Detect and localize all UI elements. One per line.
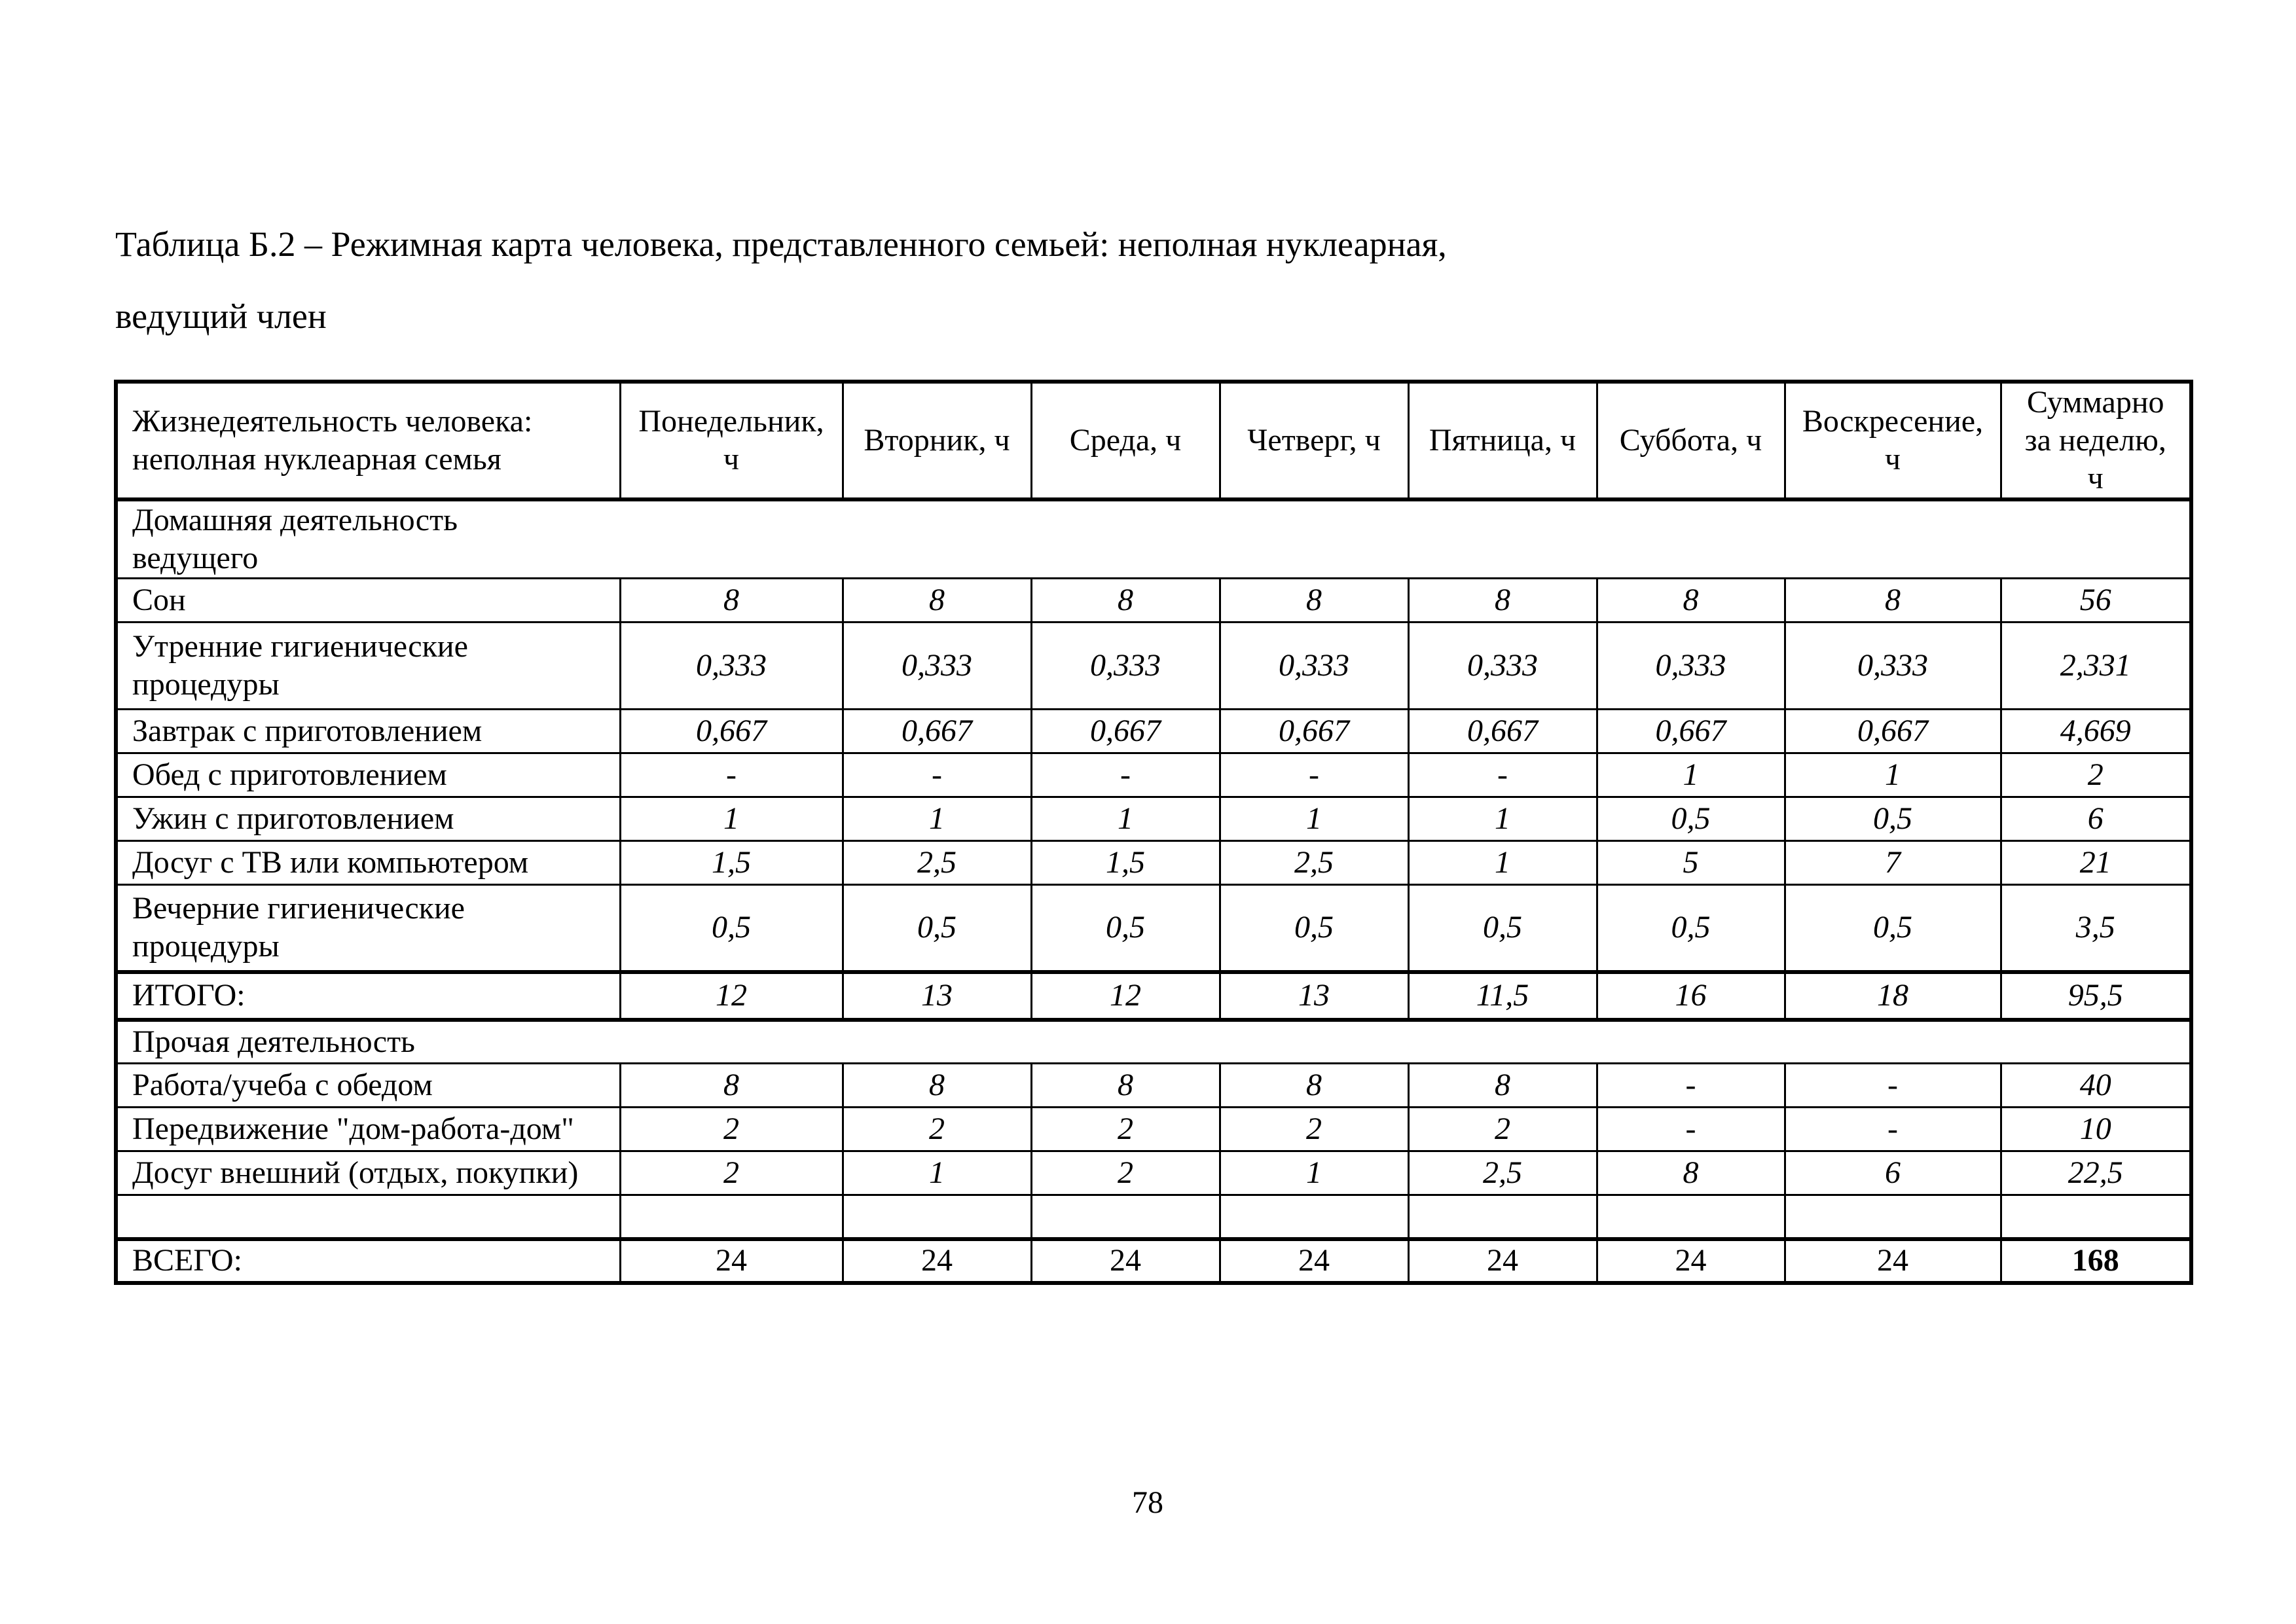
header-activity-line: неполная нуклеарная семья xyxy=(132,442,501,477)
cell-weekly-total: 56 xyxy=(2001,579,2191,623)
vsego-monday: 24 xyxy=(620,1239,843,1283)
cell-weekly-total: 40 xyxy=(2001,1064,2191,1108)
header-row xyxy=(116,382,2191,499)
table-row xyxy=(116,1151,2191,1195)
cell-sunday: 0,5 xyxy=(1785,885,2001,972)
table-row xyxy=(116,1108,2191,1151)
empty-cell xyxy=(843,1195,1031,1239)
cell-saturday: 5 xyxy=(1597,841,1785,885)
cell-friday: 2,5 xyxy=(1408,1151,1597,1195)
cell-wednesday: 8 xyxy=(1031,1064,1220,1108)
cell-thursday: 8 xyxy=(1220,579,1408,623)
cell-saturday: 0,5 xyxy=(1597,797,1785,841)
cell-tuesday: 0,5 xyxy=(843,885,1031,972)
cell-weekly-total: 2 xyxy=(2001,753,2191,797)
table-row xyxy=(116,797,2191,841)
table-row xyxy=(116,841,2191,885)
cell-thursday: 2 xyxy=(1220,1108,1408,1151)
row-label: Сон xyxy=(116,579,620,623)
cell-friday: - xyxy=(1408,753,1597,797)
section-row-home xyxy=(116,499,2191,579)
header-tuesday xyxy=(843,382,1031,499)
header-sunday xyxy=(1785,382,2001,499)
header-activity xyxy=(116,382,620,499)
vsego-friday: 24 xyxy=(1408,1239,1597,1283)
row-label: Передвижение "дом-работа-дом" xyxy=(116,1108,620,1151)
itogo-saturday: 16 xyxy=(1597,972,1785,1020)
cell-sunday: - xyxy=(1785,1108,2001,1151)
cell-saturday: 0,5 xyxy=(1597,885,1785,972)
cell-saturday: 1 xyxy=(1597,753,1785,797)
vsego-label: ВСЕГО: xyxy=(116,1239,620,1283)
cell-saturday: 8 xyxy=(1597,1151,1785,1195)
header-friday xyxy=(1408,382,1597,499)
cell-monday: 0,5 xyxy=(620,885,843,972)
header-day-line: Воскресение, xyxy=(1802,404,1984,439)
cell-friday: 0,5 xyxy=(1408,885,1597,972)
cell-weekly-total: 3,5 xyxy=(2001,885,2191,972)
cell-monday: 8 xyxy=(620,579,843,623)
itogo-friday: 11,5 xyxy=(1408,972,1597,1020)
itogo-sunday: 18 xyxy=(1785,972,2001,1020)
row-label-line: Вечерние гигиенические xyxy=(132,891,465,926)
row-label-line: процедуры xyxy=(132,929,280,964)
cell-saturday: 0,333 xyxy=(1597,623,1785,710)
section-home-label xyxy=(116,499,2191,579)
empty-cell xyxy=(1220,1195,1408,1239)
cell-wednesday: 1,5 xyxy=(1031,841,1220,885)
cell-tuesday: 1 xyxy=(843,1151,1031,1195)
header-total-line: Суммарно xyxy=(2026,385,2164,420)
cell-friday: 2 xyxy=(1408,1108,1597,1151)
vsego-wednesday: 24 xyxy=(1031,1239,1220,1283)
header-monday xyxy=(620,382,843,499)
section-home-line: Домашняя деятельность xyxy=(132,503,458,537)
cell-thursday: - xyxy=(1220,753,1408,797)
cell-saturday: - xyxy=(1597,1064,1785,1108)
vsego-weekly-total: 168 xyxy=(2001,1239,2191,1283)
cell-wednesday: 2 xyxy=(1031,1151,1220,1195)
header-day-line: ч xyxy=(723,442,740,477)
cell-monday: 2 xyxy=(620,1108,843,1151)
section-home-line: ведущего xyxy=(132,541,259,575)
row-label: Работа/учеба с обедом xyxy=(116,1064,620,1108)
cell-thursday: 2,5 xyxy=(1220,841,1408,885)
header-total-line: за неделю, xyxy=(2024,423,2166,458)
cell-tuesday: 0,333 xyxy=(843,623,1031,710)
cell-weekly-total: 10 xyxy=(2001,1108,2191,1151)
cell-thursday: 0,5 xyxy=(1220,885,1408,972)
cell-saturday: 0,667 xyxy=(1597,710,1785,753)
cell-sunday: - xyxy=(1785,1064,2001,1108)
row-label: Досуг с ТВ или компьютером xyxy=(116,841,620,885)
cell-sunday: 6 xyxy=(1785,1151,2001,1195)
empty-cell xyxy=(1597,1195,1785,1239)
header-weekly-total xyxy=(2001,382,2191,499)
cell-monday: 0,667 xyxy=(620,710,843,753)
table-row xyxy=(116,579,2191,623)
header-day-line: Суббота, ч xyxy=(1619,423,1762,458)
cell-weekly-total: 2,331 xyxy=(2001,623,2191,710)
row-label: Обед с приготовлением xyxy=(116,753,620,797)
table-row xyxy=(116,1064,2191,1108)
empty-cell xyxy=(1408,1195,1597,1239)
cell-wednesday: 8 xyxy=(1031,579,1220,623)
section-row-other xyxy=(116,1020,2191,1064)
cell-monday: 8 xyxy=(620,1064,843,1108)
section-other-label: Прочая деятельность xyxy=(116,1020,2191,1064)
cell-weekly-total: 6 xyxy=(2001,797,2191,841)
header-activity-line: Жизнедеятельность человека: xyxy=(132,404,533,439)
header-day-line: Понедельник, xyxy=(638,404,824,439)
empty-cell xyxy=(620,1195,843,1239)
cell-thursday: 0,667 xyxy=(1220,710,1408,753)
cell-wednesday: 0,333 xyxy=(1031,623,1220,710)
header-day-line: Вторник, ч xyxy=(864,423,1010,458)
cell-monday: 1,5 xyxy=(620,841,843,885)
itogo-wednesday: 12 xyxy=(1031,972,1220,1020)
page-number: 78 xyxy=(1132,1485,1163,1520)
cell-wednesday: 0,5 xyxy=(1031,885,1220,972)
cell-saturday: - xyxy=(1597,1108,1785,1151)
cell-thursday: 1 xyxy=(1220,797,1408,841)
itogo-tuesday: 13 xyxy=(843,972,1031,1020)
cell-monday: - xyxy=(620,753,843,797)
cell-thursday: 0,333 xyxy=(1220,623,1408,710)
cell-wednesday: 1 xyxy=(1031,797,1220,841)
cell-weekly-total: 21 xyxy=(2001,841,2191,885)
itogo-thursday: 13 xyxy=(1220,972,1408,1020)
cell-friday: 1 xyxy=(1408,797,1597,841)
row-label-line: Утренние гигиенические xyxy=(132,629,468,664)
cell-tuesday: - xyxy=(843,753,1031,797)
header-day-line: Среда, ч xyxy=(1069,423,1182,458)
cell-tuesday: 2,5 xyxy=(843,841,1031,885)
cell-tuesday: 2 xyxy=(843,1108,1031,1151)
cell-friday: 1 xyxy=(1408,841,1597,885)
cell-monday: 0,333 xyxy=(620,623,843,710)
cell-sunday: 1 xyxy=(1785,753,2001,797)
table-row xyxy=(116,623,2191,710)
cell-thursday: 8 xyxy=(1220,1064,1408,1108)
cell-weekly-total: 4,669 xyxy=(2001,710,2191,753)
row-label-line: процедуры xyxy=(132,667,280,702)
cell-tuesday: 0,667 xyxy=(843,710,1031,753)
cell-monday: 2 xyxy=(620,1151,843,1195)
table-row xyxy=(116,753,2191,797)
empty-cell xyxy=(1785,1195,2001,1239)
header-day-line: Четверг, ч xyxy=(1247,423,1381,458)
cell-tuesday: 1 xyxy=(843,797,1031,841)
cell-friday: 8 xyxy=(1408,579,1597,623)
row-label xyxy=(116,623,620,710)
cell-sunday: 0,5 xyxy=(1785,797,2001,841)
table-row xyxy=(116,710,2191,753)
itogo-row xyxy=(116,972,2191,1020)
cell-sunday: 0,667 xyxy=(1785,710,2001,753)
row-label: Ужин с приготовлением xyxy=(116,797,620,841)
empty-cell xyxy=(116,1195,620,1239)
cell-wednesday: 0,667 xyxy=(1031,710,1220,753)
cell-sunday: 0,333 xyxy=(1785,623,2001,710)
empty-row xyxy=(116,1195,2191,1239)
vsego-thursday: 24 xyxy=(1220,1239,1408,1283)
cell-tuesday: 8 xyxy=(843,579,1031,623)
header-saturday xyxy=(1597,382,1785,499)
itogo-monday: 12 xyxy=(620,972,843,1020)
header-day-line: Пятница, ч xyxy=(1429,423,1576,458)
row-label: Завтрак с приготовлением xyxy=(116,710,620,753)
itogo-label: ИТОГО: xyxy=(116,972,620,1020)
vsego-row xyxy=(116,1239,2191,1283)
cell-thursday: 1 xyxy=(1220,1151,1408,1195)
cell-tuesday: 8 xyxy=(843,1064,1031,1108)
cell-sunday: 8 xyxy=(1785,579,2001,623)
row-label xyxy=(116,885,620,972)
header-day-line: ч xyxy=(1884,442,1901,477)
schedule-table xyxy=(114,380,2193,1285)
vsego-tuesday: 24 xyxy=(843,1239,1031,1283)
cell-wednesday: - xyxy=(1031,753,1220,797)
cell-wednesday: 2 xyxy=(1031,1108,1220,1151)
cell-saturday: 8 xyxy=(1597,579,1785,623)
cell-weekly-total: 22,5 xyxy=(2001,1151,2191,1195)
vsego-saturday: 24 xyxy=(1597,1239,1785,1283)
empty-cell xyxy=(1031,1195,1220,1239)
cell-friday: 0,333 xyxy=(1408,623,1597,710)
cell-friday: 8 xyxy=(1408,1064,1597,1108)
table-row xyxy=(116,885,2191,972)
itogo-weekly-total: 95,5 xyxy=(2001,972,2191,1020)
header-total-line: ч xyxy=(2087,461,2104,496)
caption-line-2: ведущий член xyxy=(115,297,327,336)
header-thursday xyxy=(1220,382,1408,499)
row-label: Досуг внешний (отдых, покупки) xyxy=(116,1151,620,1195)
table-caption xyxy=(115,208,2145,352)
header-wednesday xyxy=(1031,382,1220,499)
vsego-sunday: 24 xyxy=(1785,1239,2001,1283)
cell-sunday: 7 xyxy=(1785,841,2001,885)
cell-friday: 0,667 xyxy=(1408,710,1597,753)
caption-line-1: Таблица Б.2 – Режимная карта человека, представленного семьей: неполная нуклеарная, xyxy=(115,225,1447,264)
empty-cell xyxy=(2001,1195,2191,1239)
cell-monday: 1 xyxy=(620,797,843,841)
